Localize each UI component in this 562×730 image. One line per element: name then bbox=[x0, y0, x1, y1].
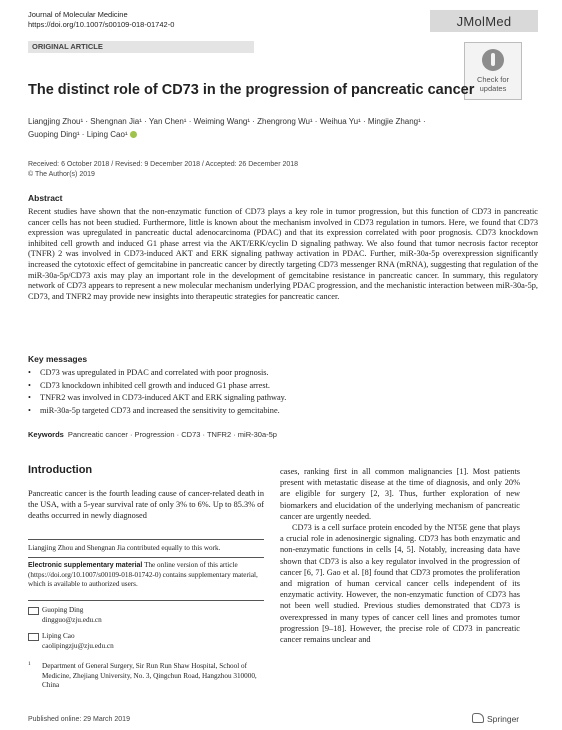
list-item: • miR-30a-5p targeted CD73 and increased the sensitivity to gemcitabine. bbox=[28, 405, 538, 418]
intro-paragraph-2: CD73 is a cell surface protein encoded by the NT5E gene that plays a crucial role in adenosinergic signaling. CD73 has both enzymatic and non-enzymatic functions in cells [4, 5]. Notably, increasing data have shown that CD73 is also a key regulator involved in the progression of cancer [6, 7]. Gao et al. [8] found that CD73 promotes the proliferation and migration of human cervical cancer cells independent of its enzymatic activity. However, the non-enzymatic function of CD73 has not been well studied. Previous studies demonstrated that CD73 is overexpressed in many types of cancer cell lines and promotes tumor progression [9–18]. However, the precise role of CD73 in pancreatic cancer remains unclear and bbox=[280, 523, 520, 645]
check-updates-line2: updates bbox=[479, 84, 507, 93]
authors-line-1: Liangjing Zhou¹ · Shengnan Jia¹ · Yan Chen¹ · Weiming Wang¹ · Zhengrong Wu¹ · Weihua Yu¹ · Mingjie Zhang¹ · bbox=[28, 117, 426, 126]
envelope-icon bbox=[28, 633, 39, 641]
publisher-name: Springer bbox=[487, 714, 520, 724]
article-title: The distinct role of CD73 in the progression of pancreatic cancer bbox=[28, 82, 475, 98]
orcid-icon[interactable] bbox=[130, 131, 137, 138]
esm-text: The online version of this article (https://doi.org/10.1007/s00109-018-01742-0) contains supplementary material, which is available to authorized users. bbox=[28, 561, 258, 588]
article-type-banner: ORIGINAL ARTICLE bbox=[28, 41, 254, 53]
journal-name: Journal of Molecular Medicine bbox=[28, 10, 128, 19]
esm-label: Electronic supplementary material bbox=[28, 562, 143, 569]
contact-email[interactable]: caolipingzju@zju.edu.cn bbox=[42, 641, 114, 650]
springer-horse-icon bbox=[472, 713, 484, 723]
footnote-divider bbox=[28, 539, 264, 540]
journal-logo: JMolMed bbox=[430, 10, 538, 32]
authors-line-2: Guoping Ding¹ · Liping Cao¹ bbox=[28, 128, 538, 141]
article-dates bbox=[28, 160, 298, 180]
contact-1[interactable] bbox=[28, 606, 264, 626]
key-messages-list bbox=[28, 367, 538, 417]
contact-2[interactable] bbox=[28, 632, 264, 652]
equal-contribution-note: Liangjing Zhou and Shengnan Jia contributed equally to this work. bbox=[28, 544, 221, 552]
abstract-text: Recent studies have shown that the non-enzymatic function of CD73 plays a key role in tumor progression, but this function of CD73 in pancreatic cancer cells has not been studied. Furthermore, little is known about the mechanism involved in CD73 regulation in tumors. Here, we found that CD73 expression was upregulated in pancreatic ductal adenocarcinoma (PDAC) and that its expression correlated with poor prognosis. CD73 knockdown inhibited cell growth and induced G1 phase arrest via the AKT/ERK/cyclin D signaling pathway. We also found that tumor necrosis factor receptor (TNFR) 2 was involved in CD73-induced AKT and ERK signaling pathway activation in PDAC. Further, miR-30a-5p overexpression significantly increased the cytotoxic effect of gemcitabine in pancreatic cancer by directly targeting CD73 messenger RNA (mRNA), suggesting that regulation of the miR-30a-5p/CD73 axis may play an important role in the development of gemcitabine resistance in pancreatic cancer. In summary, this regulatory network of CD73 appears to represent a new molecular mechanism underlying PDAC progression, and the mechanistic interaction between miR-30a-5p, CD73, and TNFR2 may provide new insights into therapeutic strategies for pancreatic cancer. bbox=[28, 207, 538, 301]
published-online-date: Published online: 29 March 2019 bbox=[28, 716, 130, 723]
list-item: • CD73 was upregulated in PDAC and correlated with poor prognosis. bbox=[28, 367, 538, 380]
envelope-icon bbox=[28, 607, 39, 615]
affiliation-mark: 1 bbox=[28, 661, 31, 667]
footnote-divider bbox=[28, 557, 264, 558]
list-item: • CD73 knockdown inhibited cell growth and induced G1 phase arrest. bbox=[28, 380, 538, 393]
list-item: • TNFR2 was involved in CD73-induced AKT and ERK signaling pathway. bbox=[28, 392, 538, 405]
publisher-logo bbox=[472, 713, 519, 724]
bookmark-icon bbox=[482, 49, 504, 71]
supplementary-note bbox=[28, 561, 264, 590]
contact-name: Liping Cao bbox=[42, 632, 75, 640]
abstract-heading: Abstract bbox=[28, 193, 63, 203]
intro-paragraph-1: cases, ranking first in all common malignancies [1]. Most patients present with metastatic disease at the time of diagnosis, and only 20% are eligible for surgery [2, 3]. Thus, further exploration of new biomarkers and elucidation of the underlying mechanism of pancreatic cancer are urgently needed. bbox=[280, 467, 520, 521]
keywords-label: Keywords bbox=[28, 430, 64, 439]
key-messages-heading: Key messages bbox=[28, 354, 88, 364]
keywords bbox=[28, 430, 277, 439]
introduction-heading: Introduction bbox=[28, 464, 93, 476]
author-list bbox=[28, 115, 538, 141]
doi-link[interactable]: https://doi.org/10.1007/s00109-018-01742-0 bbox=[28, 20, 175, 29]
check-updates-line1: Check for bbox=[476, 75, 510, 84]
intro-right-column bbox=[280, 466, 520, 645]
footnote-divider bbox=[28, 600, 264, 601]
affiliation bbox=[28, 662, 264, 694]
contact-name: Guoping Ding bbox=[42, 606, 84, 614]
contact-email[interactable]: dingguo@zju.edu.cn bbox=[42, 615, 102, 624]
affiliation-text: Department of General Surgery, Sir Run Run Shaw Hospital, School of Medicine, Zhejiang University, No. 3, Qingchun Road, Hangzhou 310000, China bbox=[42, 662, 257, 689]
journal-header bbox=[28, 10, 174, 30]
intro-left-text: Pancreatic cancer is the fourth leading cause of cancer-related death in the USA, with a 5-year survival rate of only 3% to 6%. Up to 85.3% of deaths occurred in newly diagnosed bbox=[28, 489, 264, 521]
copyright: © The Author(s) 2019 bbox=[28, 171, 95, 178]
keywords-values: Pancreatic cancer · Progression · CD73 · TNFR2 · miR-30a-5p bbox=[67, 430, 277, 439]
history-dates: Received: 6 October 2018 / Revised: 9 December 2018 / Accepted: 26 December 2018 bbox=[28, 161, 299, 168]
